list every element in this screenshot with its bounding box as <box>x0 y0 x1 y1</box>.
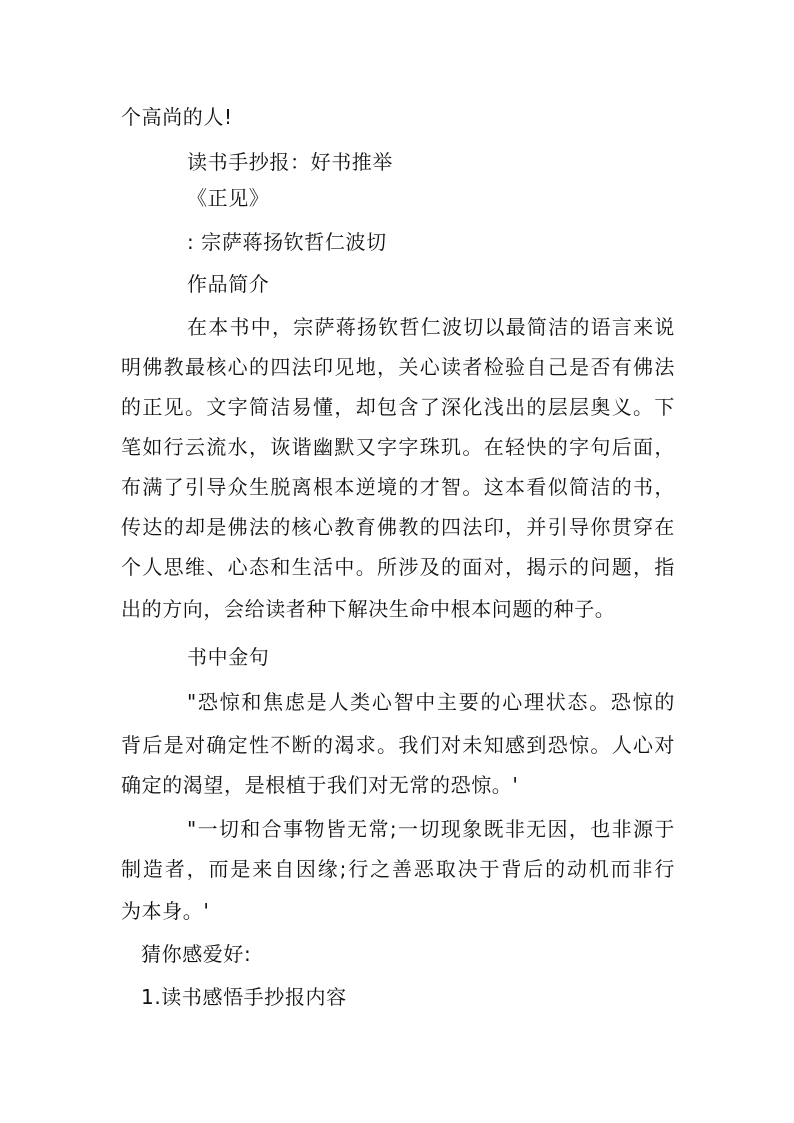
intro-paragraph-line: 布满了引导众生脱离根本逆境的才智。这本看似简洁的书， <box>121 475 675 499</box>
book-title: 《正见》 <box>187 186 270 210</box>
opening-line: 个高尚的人! <box>121 105 233 129</box>
quote-line: 为本身。' <box>121 899 210 923</box>
intro-paragraph-line: 明佛教最核心的四法印见地，关心读者检验自己是否有佛法 <box>121 355 675 379</box>
quote-line: 确定的渴望，是根植于我们对无常的恐惊。' <box>121 773 519 797</box>
related-heading: 猜你感爱好: <box>141 942 252 966</box>
intro-paragraph-line: 的正见。文字简洁易懂，却包含了深化浅出的层层奥义。下 <box>121 395 675 419</box>
quotes-heading: 书中金句 <box>187 645 270 669</box>
section-heading: 读书手抄报：好书推举 <box>187 150 393 174</box>
intro-paragraph-line: 在本书中，宗萨蒋扬钦哲仁波切以最简洁的语言来说 <box>187 315 675 339</box>
quote-line: "一切和合事物皆无常;一切现象既非无因，也非源于 <box>187 817 675 841</box>
intro-paragraph-line: 出的方向，会给读者种下解决生命中根本问题的种子。 <box>121 597 616 621</box>
intro-heading: 作品简介 <box>187 272 270 296</box>
intro-paragraph-line: 传达的却是佛法的核心教育佛教的四法印，并引导你贯穿在 <box>121 515 675 539</box>
intro-paragraph-line: 笔如行云流水，诙谐幽默又字字珠玑。在轻快的字句后面， <box>121 435 675 459</box>
quote-line: 制造者，而是来自因缘;行之善恶取决于背后的动机而非行 <box>121 857 675 881</box>
quote-line: 背后是对确定性不断的渴求。我们对未知感到恐惊。人心对 <box>121 733 675 757</box>
related-link-1[interactable]: 1.读书感悟手抄报内容 <box>141 985 347 1009</box>
quote-line: "恐惊和焦虑是人类心智中主要的心理状态。恐惊的 <box>187 690 675 714</box>
intro-paragraph-line: 个人思维、心态和生活中。所涉及的面对，揭示的问题，指 <box>121 555 675 579</box>
book-author: : 宗萨蒋扬钦哲仁波切 <box>187 230 387 254</box>
